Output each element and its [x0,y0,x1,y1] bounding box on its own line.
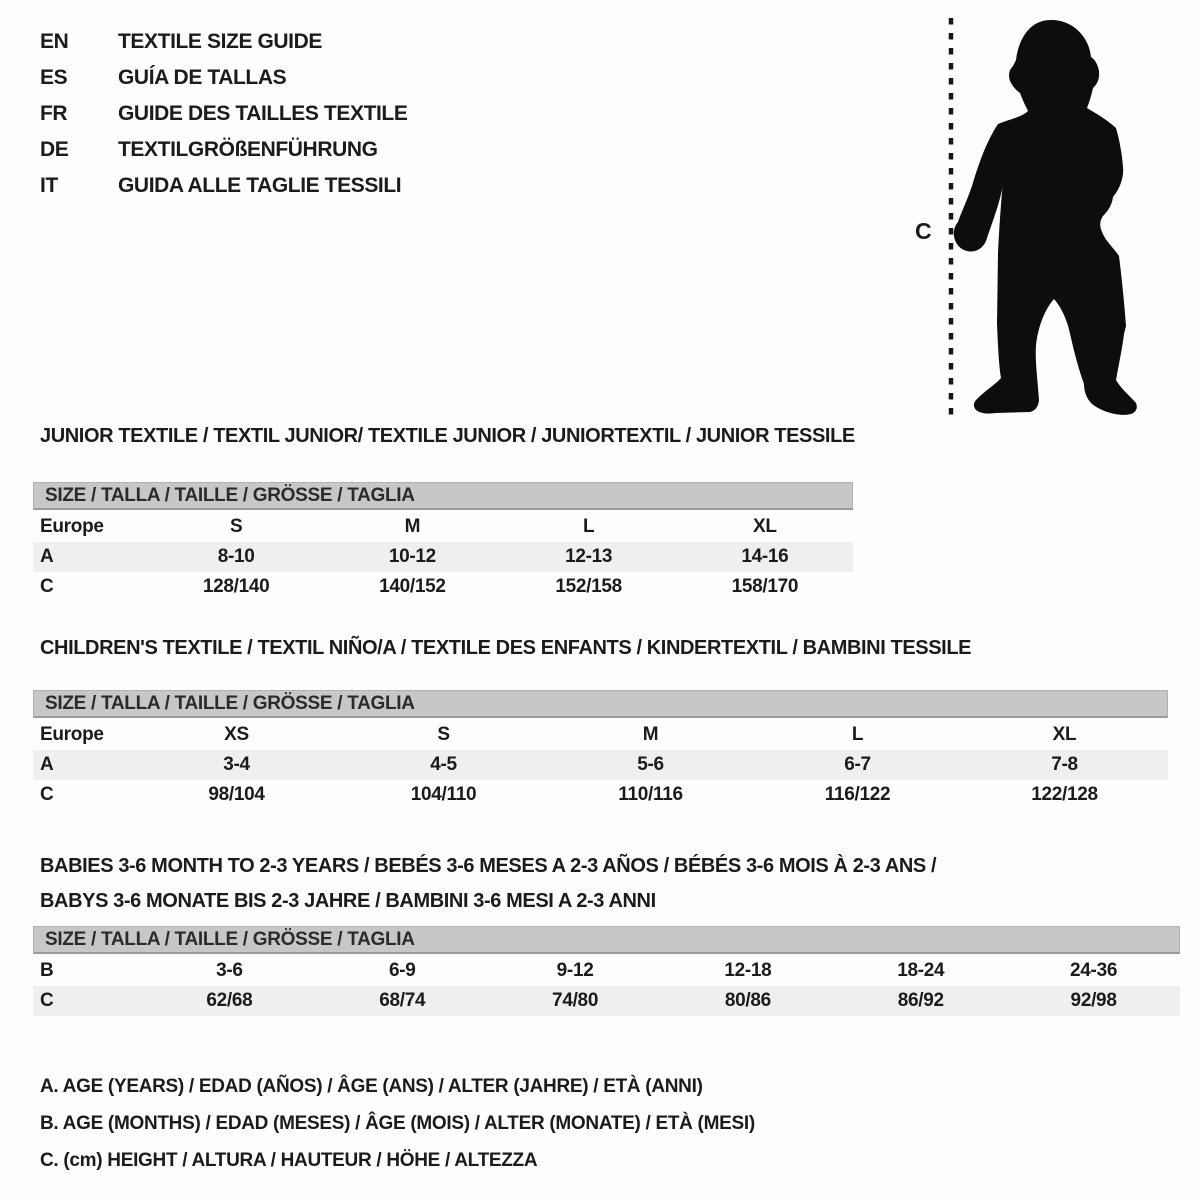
height-cell: 92/98 [1070,990,1117,1011]
height-cell: 110/116 [618,784,683,805]
age-cell: 7-8 [1051,754,1078,775]
table-row-height [33,572,853,602]
months-cell: 24-36 [1070,960,1118,981]
height-cell: 68/74 [379,990,426,1011]
height-cell: 140/152 [379,576,446,597]
age-cell: 14-16 [741,546,789,567]
age-cell: 4-5 [430,754,457,775]
toddler-body [954,20,1137,415]
row-label: A [40,546,54,567]
row-label: C [40,990,54,1011]
table-row-europe [33,720,1168,750]
guide-title-it: GUIDA ALLE TAGLIE TESSILI [118,174,402,197]
language-row-en [40,24,407,60]
months-cell: 6-9 [388,960,416,981]
height-cell: 74/80 [552,990,599,1011]
table-row-height [33,780,1168,810]
language-row-de [40,132,407,168]
section-title: CHILDREN'S TEXTILE / TEXTIL NIÑO/A / TEXTILE DES ENFANTS / KINDERTEXTIL / BAMBINI TESSILE [40,637,972,659]
toddler-silhouette-icon [900,8,1150,423]
guide-title-en: TEXTILE SIZE GUIDE [118,30,322,53]
height-cell: 86/92 [897,990,944,1011]
section-title-line1: BABIES 3-6 MONTH TO 2-3 YEARS / BEBÉS 3-6 MESES A 2-3 AÑOS / BÉBÉS 3-6 MOIS À 2-3 ANS / [40,855,937,877]
table-row-height [33,986,1180,1016]
table-row-age [33,542,853,572]
age-cell: 10-12 [388,546,436,567]
key-line-b: B. AGE (MONTHS) / EDAD (MESES) / ÂGE (MOIS) / ALTER (MONATE) / ETÀ (MESI) [40,1113,755,1134]
section-title-line2: BABYS 3-6 MONATE BIS 2-3 JAHRE / BAMBINI 3-6 MESI A 2-3 ANNI [40,890,656,912]
age-cell: 5-6 [637,754,664,775]
section-title: JUNIOR TEXTILE / TEXTIL JUNIOR/ TEXTILE JUNIOR / JUNIORTEXTIL / JUNIOR TESSILE [40,425,855,447]
section-children-textile [33,636,1168,810]
key-line-c: C. (cm) HEIGHT / ALTURA / HAUTEUR / HÖHE / ALTEZZA [40,1150,538,1171]
height-measure-label: C [915,218,932,244]
size-header-bar: SIZE / TALLA / TAILLE / GRÖSSE / TAGLIA [33,926,1180,954]
table-row-age [33,750,1168,780]
size-cell: L [851,724,864,745]
guide-title-es: GUÍA DE TALLAS [118,66,287,89]
size-cell: XL [753,516,777,537]
row-label: Europe [40,516,104,537]
size-cell: XS [224,724,249,745]
table-row-months [33,956,1180,986]
guide-title-de: TEXTILGRÖßENFÜHRUNG [118,138,378,161]
size-cell: S [229,516,243,537]
language-code: IT [40,174,58,197]
key-line-a: A. AGE (YEARS) / EDAD (AÑOS) / ÂGE (ANS) / ALTER (JAHRE) / ETÀ (ANNI) [40,1076,703,1097]
height-cell: 128/140 [202,576,270,597]
size-header-bar: SIZE / TALLA / TAILLE / GRÖSSE / TAGLIA [33,482,853,510]
age-cell: 12-13 [565,546,613,567]
language-code: EN [40,30,69,53]
size-cell: S [437,724,450,745]
height-cell: 98/104 [208,784,265,805]
language-row-es [40,60,407,96]
size-cell: XL [1052,724,1077,745]
table-row-europe [33,512,853,542]
row-label: Europe [40,724,104,745]
language-title-list [40,24,407,204]
age-cell: 3-4 [223,754,250,775]
size-cell: M [642,724,659,745]
height-cell: 152/158 [555,576,622,597]
height-cell: 62/68 [206,990,253,1011]
row-label: C [40,576,54,597]
language-code: DE [40,138,69,161]
section-babies-textile [33,849,1180,1016]
height-cell: 122/128 [1031,784,1098,805]
months-cell: 9-12 [556,960,594,981]
size-cell: L [582,516,595,537]
row-label: A [40,754,54,775]
age-cell: 8-10 [217,546,255,567]
language-row-fr [40,96,407,132]
size-cell: M [404,516,421,537]
row-label: B [40,960,54,981]
language-code: FR [40,102,68,125]
language-code: ES [40,66,68,89]
height-cell: 116/122 [824,784,891,805]
row-label: C [40,784,54,805]
height-cell: 104/110 [410,784,477,805]
language-row-it [40,168,407,204]
months-cell: 12-18 [724,960,772,981]
measurement-key [40,1068,755,1179]
months-cell: 3-6 [216,960,243,981]
age-cell: 6-7 [844,754,871,775]
guide-title-fr: GUIDE DES TAILLES TEXTILE [118,102,408,125]
months-cell: 18-24 [897,960,945,981]
size-header-bar: SIZE / TALLA / TAILLE / GRÖSSE / TAGLIA [33,690,1168,718]
section-junior-textile [33,424,853,602]
height-cell: 158/170 [731,576,799,597]
height-cell: 80/86 [724,990,771,1011]
